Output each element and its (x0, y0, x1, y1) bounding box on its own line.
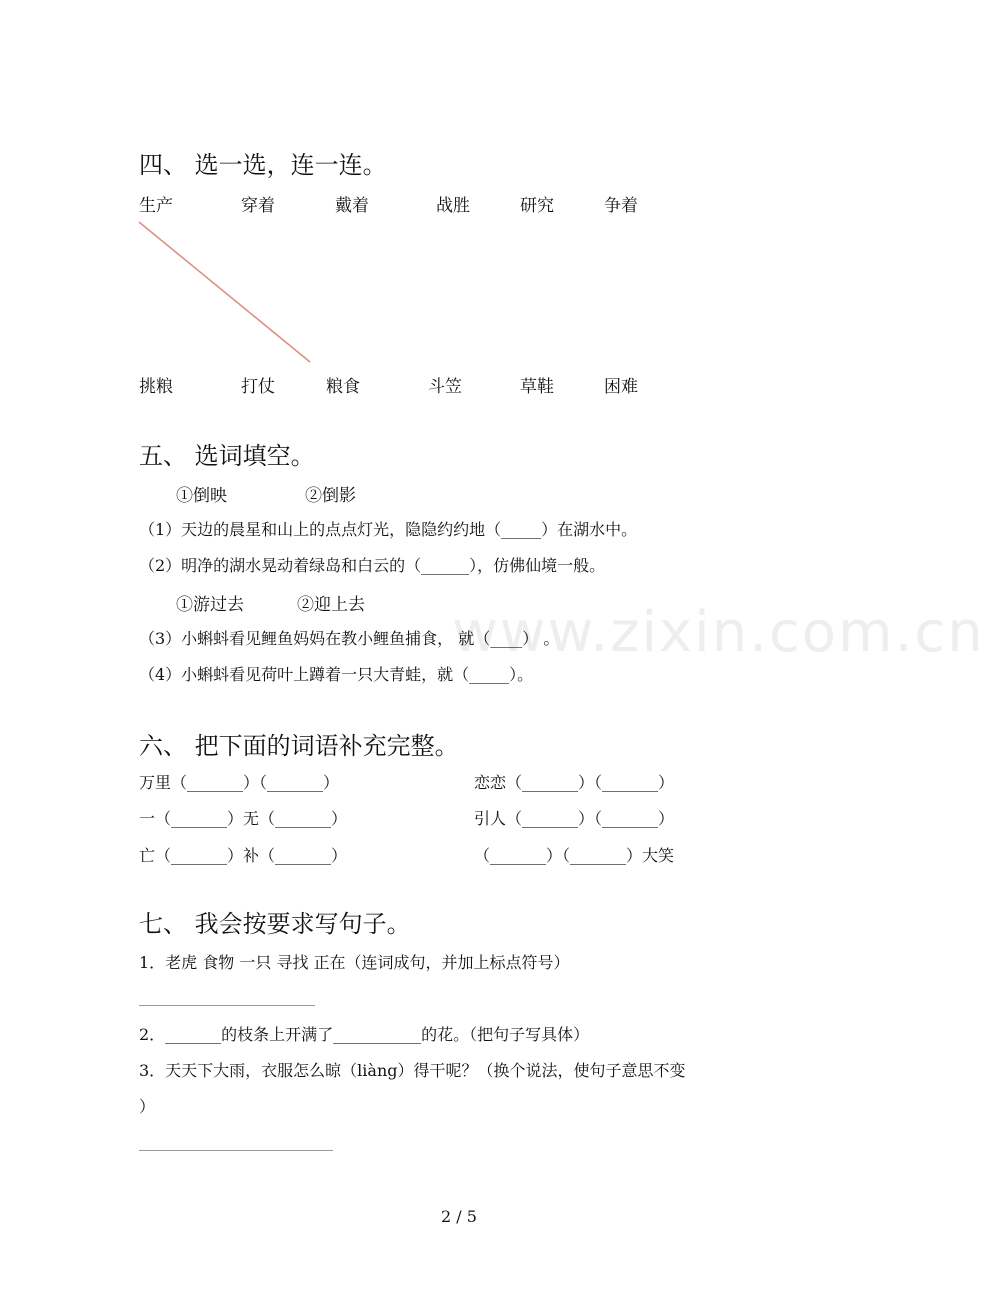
bottom-word[interactable]: 挑粮 (139, 377, 173, 397)
idiom-item: （_______）（_______）大笑 (474, 846, 675, 865)
section7-title: 七、 我会按要求写句子。 (139, 910, 411, 938)
connector-line (0, 0, 920, 400)
bottom-word[interactable]: 粮食 (326, 377, 360, 397)
top-word[interactable]: 戴着 (335, 196, 369, 216)
section5-title: 五、 选词填空。 (139, 442, 315, 470)
word-option: ①游过去 (176, 595, 244, 615)
bottom-word[interactable]: 打仗 (241, 377, 275, 397)
bottom-word[interactable]: 斗笠 (428, 377, 462, 397)
idiom-item: 一（_______）无（_______） (139, 809, 348, 828)
word-option: ②倒影 (305, 486, 356, 506)
word-option: ①倒映 (176, 486, 227, 506)
top-word[interactable]: 战胜 (436, 196, 470, 216)
top-word[interactable]: 穿着 (241, 196, 275, 216)
section4-title: 四、 选一选，连一连。 (139, 151, 387, 179)
sentence-task-3: 3．天天下大雨，衣服怎么晾（liàng）得干呢？（换个说法，使句子意思不变 (139, 1061, 686, 1080)
bottom-word[interactable]: 草鞋 (520, 377, 554, 397)
question-3: （3）小蝌蚪看见鲤鱼妈妈在教小鲤鱼捕食， 就（____） 。 (139, 629, 560, 648)
question-1: （1）天边的晨星和山上的点点灯光，隐隐约约地（_____）在湖水中。 (139, 520, 638, 539)
answer-line[interactable] (139, 1150, 333, 1151)
word-option: ②迎上去 (297, 595, 365, 615)
sentence-task-2: 2．_______的枝条上开满了___________的花。（把句子写具体） (139, 1025, 590, 1044)
question-4: （4）小蝌蚪看见荷叶上蹲着一只大青蛙，就（_____）。 (139, 665, 534, 684)
section6-title: 六、 把下面的词语补充完整。 (139, 732, 459, 760)
idiom-item: 引人（_______）（_______） (474, 809, 675, 828)
question-2: （2）明净的湖水晃动着绿岛和白云的（______），仿佛仙境一般。 (139, 556, 606, 575)
watermark: www.zixin.com.cn (452, 600, 985, 665)
answer-line[interactable] (139, 1005, 315, 1006)
bottom-word[interactable]: 困难 (604, 377, 638, 397)
sentence-task-1: 1．老虎 食物 一只 寻找 正在（连词成句，并加上标点符号） (139, 953, 570, 972)
idiom-item: 亡（_______）补（_______） (139, 846, 348, 865)
top-word[interactable]: 争着 (604, 196, 638, 216)
idiom-item: 恋恋（_______）（_______） (474, 773, 675, 792)
sentence-task-3-cont: ） (139, 1097, 156, 1116)
page-number: 2 / 5 (441, 1207, 477, 1226)
idiom-item: 万里（_______）（_______） (139, 773, 340, 792)
top-word[interactable]: 生产 (139, 196, 173, 216)
top-word[interactable]: 研究 (520, 196, 554, 216)
